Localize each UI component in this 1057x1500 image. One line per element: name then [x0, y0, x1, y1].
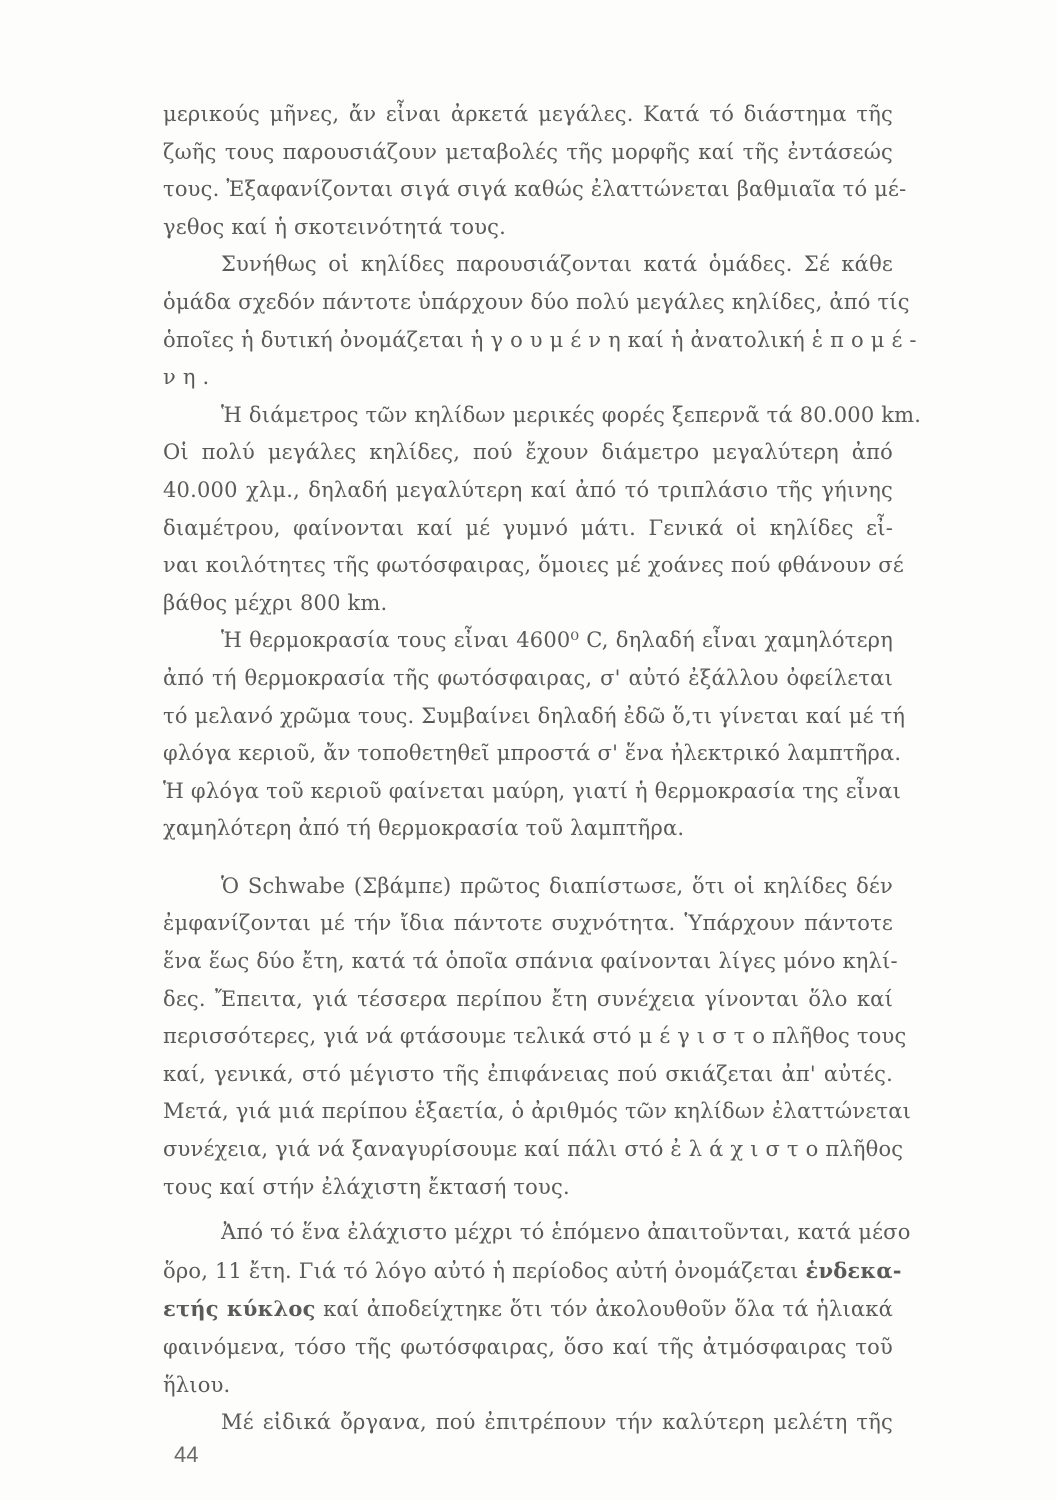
text-line: Ἡ διάμετρος τῶν κηλίδων μερικές φορές ξεπερνᾶ τά 80.000 km. — [221, 402, 922, 427]
page-number: 44 — [174, 1442, 199, 1467]
text-line: ναι κοιλότητες τῆς φωτόσφαιρας, ὅμοιες μέ χοάνες πού φθάνουν σέ — [163, 553, 904, 578]
text-line: γεθος καί ἡ σκοτεινότητά τους. — [163, 214, 507, 239]
text-line: χαμηλότερη ἀπό τή θερμοκρασία τοῦ λαμπτῆρα. — [163, 816, 685, 841]
text-segment: ὅρο, 11 ἔτη. Γιά τό λόγο αὐτό ἡ περίοδος αὐτή ὀνομάζεται — [163, 1258, 799, 1283]
text-line: ἕνα ἕως δύο ἔτη, κατά τά ὁποῖα σπάνια φαίνονται λίγες μόνο κηλί- — [163, 949, 898, 974]
text-line: Συνήθως οἱ κηλίδες παρουσιάζονται κατά ὁμάδες. Σέ κάθε — [221, 252, 893, 277]
text-line: τους καί στήν ἐλάχιστη ἔκτασή τους. — [163, 1174, 570, 1199]
text-line: 40.000 χλμ., δηλαδή μεγαλύτερη καί ἀπό τό τριπλάσιο τῆς γήινης — [163, 477, 893, 502]
body-text — [163, 96, 922, 1442]
text-line: διαμέτρου, φαίνονται καί μέ γυμνό μάτι. Γενικά οἱ κηλίδες εἶ- — [163, 515, 893, 540]
paragraph-gap — [163, 1206, 893, 1214]
text-line — [163, 1252, 902, 1291]
text-line: φλόγα κεριοῦ, ἄν τοποθετηθεῖ μπροστά σ' ἕνα ἠλεκτρικό λαμπτῆρα. — [163, 741, 902, 766]
text-line — [163, 1290, 893, 1329]
text-line: Ἡ θερμοκρασία τους εἶναι 4600⁰ C, δηλαδή εἶναι χαμηλότερη — [221, 628, 893, 653]
text-line: δες. Ἔπειτα, γιά τέσσερα περίπου ἔτη συνέχεια γίνονται ὅλο καί — [163, 986, 893, 1011]
text-line: Μέ εἰδικά ὄργανα, πού ἐπιτρέπουν τήν καλύτερη μελέτη τῆς — [221, 1410, 893, 1435]
text-line: ζωῆς τους παρουσιάζουν μεταβολές τῆς μορφῆς καί τῆς ἐντάσεώς — [163, 139, 893, 164]
text-line: ἀπό τή θερμοκρασία τῆς φωτόσφαιρας, σ' αὐτό ἐξάλλου ὀφείλεται — [163, 665, 893, 690]
text-line: μερικούς μῆνες, ἄν εἶναι ἀρκετά μεγάλες. Κατά τό διάστημα τῆς — [163, 102, 893, 126]
text-segment: καί ἀποδείχτηκε ὅτι τόν ἀκολουθοῦν ὅλα τά ἡλιακά — [323, 1297, 893, 1322]
text-line: Οἱ πολύ μεγάλες κηλίδες, πού ἔχουν διάμετρο μεγαλύτερη ἀπό — [163, 440, 893, 465]
text-line: Μετά, γιά μιά περίπου ἑξαετία, ὁ ἀριθμός τῶν κηλίδων ἐλαττώνεται — [163, 1099, 912, 1124]
text-line: Ὁ Schwabe (Σβάμπε) πρῶτος διαπίστωσε, ὅτι οἱ κηλίδες δέν — [221, 873, 893, 898]
text-line: ἥλιου. — [163, 1372, 231, 1397]
text-line: τό μελανό χρῶμα τους. Συμβαίνει δηλαδή ἐδῶ ὅ,τι γίνεται καί μέ τή — [163, 703, 906, 728]
text-line: καί, γενικά, στό μέγιστο τῆς ἐπιφάνειας πού σκιάζεται ἀπ' αὐτές. — [163, 1061, 893, 1086]
text-line: Ἀπό τό ἕνα ἐλάχιστο μέχρι τό ἑπόμενο ἀπαιτοῦνται, κατά μέσο — [221, 1220, 911, 1245]
bold-term: ετής κύκλος — [163, 1296, 316, 1322]
text-line: ν η . — [163, 365, 210, 390]
bold-term: ἑνδεκα- — [805, 1257, 902, 1283]
text-line: τους. Ἐξαφανίζονται σιγά σιγά καθώς ἐλαττώνεται βαθμιαῖα τό μέ- — [163, 177, 907, 202]
text-line: ἐμφανίζονται μέ τήν ἴδια πάντοτε συχνότητα. Ὑπάρχουν πάντοτε — [163, 911, 893, 936]
text-line: περισσότερες, γιά νά φτάσουμε τελικά στό μ έ γ ι σ τ ο πλῆθος τους — [163, 1024, 907, 1049]
text-line: ὁμάδα σχεδόν πάντοτε ὑπάρχουν δύο πολύ μεγάλες κηλίδες, ἀπό τίς — [163, 289, 910, 314]
text-line: συνέχεια, γιά νά ξαναγυρίσουμε καί πάλι στό ἐ λ ά χ ι σ τ ο πλῆθος — [163, 1137, 904, 1162]
text-line: βάθος μέχρι 800 km. — [163, 590, 388, 615]
text-line: ὁποῖες ἡ δυτική ὀνομάζεται ἡ γ ο υ μ έ ν η καί ἡ ἀνατολική ἑ π ο μ έ - — [163, 327, 917, 352]
paragraph-gap — [163, 848, 893, 868]
text-line: φαινόμενα, τόσο τῆς φωτόσφαιρας, ὅσο καί τῆς ἀτμόσφαιρας τοῦ — [163, 1335, 893, 1359]
text-line: Ἡ φλόγα τοῦ κεριοῦ φαίνεται μαύρη, γιατί ἡ θερμοκρασία της εἶναι — [163, 778, 902, 803]
